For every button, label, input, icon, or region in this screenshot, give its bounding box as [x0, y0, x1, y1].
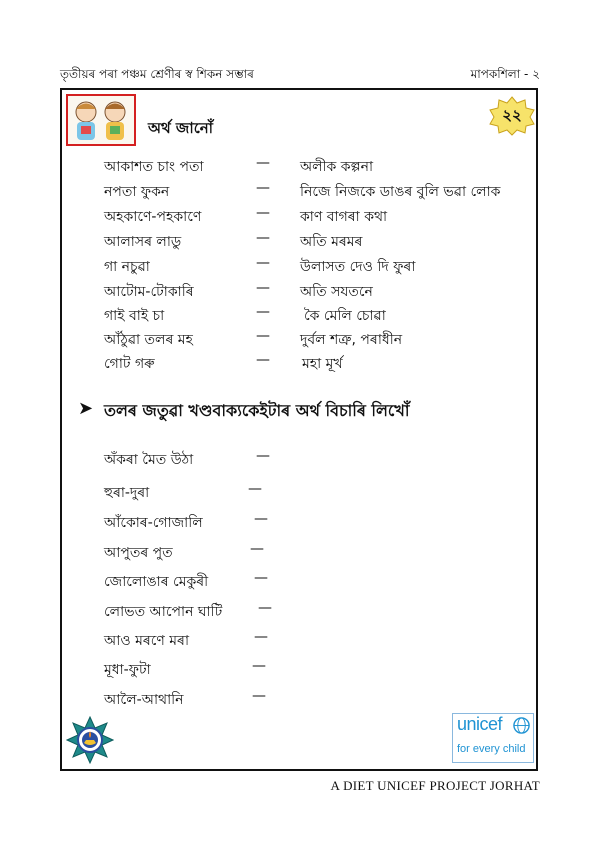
meaning-dash: — — [256, 328, 270, 344]
header-page-label: মাপকশিলা - ২ — [470, 67, 540, 81]
exercise-term: আও মৰণে মৰা — [104, 633, 189, 649]
meaning-term: গাই বাই চা — [104, 308, 165, 324]
meaning-dash: — — [256, 155, 270, 171]
exercise-dash: — — [252, 658, 266, 674]
meaning-term: নপতা ফুকন — [104, 184, 170, 200]
exercise-term: লোভত আপোন ঘাটি — [104, 604, 223, 620]
exercise-dash: — — [252, 688, 266, 704]
exercise-dash: — — [254, 511, 268, 527]
exercise-dash: — — [254, 629, 268, 645]
unicef-globe-icon — [513, 717, 530, 734]
exercise-dash: — — [254, 570, 268, 586]
child-left-figure — [76, 102, 96, 140]
page-number: ২২ — [502, 106, 522, 124]
exercise-dash: — — [256, 448, 270, 464]
meaning-dash: — — [256, 352, 270, 368]
unicef-tagline: for every child — [457, 743, 526, 755]
meaning-term: আলাসৰ লাডু — [104, 234, 182, 250]
exercise-term: জোলোঙাৰ মেকুৰী — [104, 574, 209, 590]
meaning-text: অতি মৰমৰ — [300, 234, 363, 250]
exercise-dash: — — [250, 541, 264, 557]
meaning-text: মহা মূৰ্খ — [302, 356, 343, 372]
meaning-dash: — — [256, 255, 270, 271]
meaning-text: উলাসত দেও দি ফুৰা — [300, 259, 416, 275]
exercise-dash: — — [248, 481, 262, 497]
meaning-dash: — — [256, 180, 270, 196]
exercise-term: হুৰা-দুৰা — [104, 485, 150, 501]
meaning-term: গোট গৰু — [104, 356, 155, 372]
question-title: তলৰ জতুৱা খণ্ডবাক্যকেইটাৰ অৰ্থ বিচাৰি লিখোঁ — [104, 401, 410, 420]
unicef-wordmark: unicef — [457, 714, 503, 734]
exercise-term: আঁকোৰ-গোজালি — [104, 515, 203, 531]
question-arrow-icon: ➤ — [78, 398, 94, 419]
meaning-text: দুৰ্বল শত্ৰু, পৰাধীন — [300, 332, 403, 348]
exercise-term: আপুতৰ পুত — [104, 545, 173, 561]
meaning-dash: — — [256, 280, 270, 296]
child-right-figure — [105, 102, 125, 140]
footer-project-label: A DIET UNICEF PROJECT JORHAT — [330, 778, 540, 793]
meaning-dash: — — [256, 205, 270, 221]
section-title: অৰ্থ জানোঁ — [148, 119, 214, 137]
children-illustration — [66, 94, 136, 146]
exercise-term: মূধা-ফুটা — [104, 662, 151, 678]
meaning-term: গা নচুৱা — [104, 259, 150, 275]
meaning-dash: — — [256, 304, 270, 320]
meaning-term: আকাশত চাং পতা — [104, 159, 204, 175]
exercise-term: অঁকৰা মৈত উঠা — [104, 452, 194, 468]
meaning-text: কাণ বাগৰা কথা — [300, 209, 388, 225]
meaning-text: অলীক কল্পনা — [300, 159, 374, 175]
exercise-dash: — — [258, 600, 272, 616]
meaning-term: আটোম-টোকাৰি — [104, 284, 194, 300]
unicef-logo — [452, 713, 534, 763]
meaning-text: নিজে নিজকে ডাঙৰ বুলি ভৱা লোক — [300, 184, 501, 200]
meaning-text: অতি সযতনে — [300, 284, 373, 300]
meaning-term: আঁঠুৱা তলৰ মহ — [104, 332, 193, 348]
meaning-term: অহকাণে-পহকাণে — [104, 209, 202, 225]
exercise-term: আলৈ-আথানি — [104, 692, 184, 708]
diet-emblem-icon — [66, 716, 114, 764]
meaning-dash: — — [256, 230, 270, 246]
header-title: তৃতীয়ৰ পৰা পঞ্চম শ্ৰেণীৰ স্ব শিকন সম্ভাৰ — [60, 67, 254, 81]
meaning-text: কৈ মেলি চোৱা — [304, 308, 386, 324]
